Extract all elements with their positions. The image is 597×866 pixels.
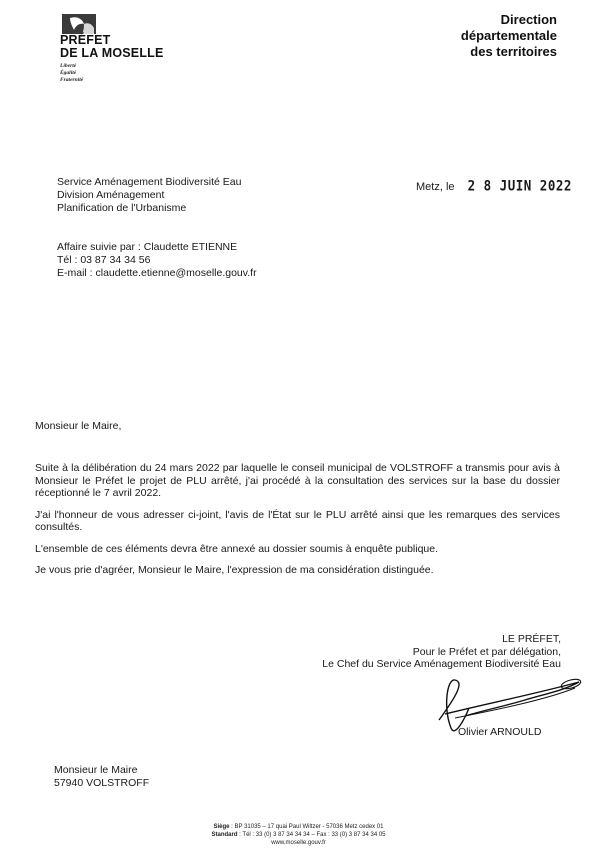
signature-line-1: LE PRÉFET, [502, 633, 561, 645]
paragraph-4: Je vous prie d'agréer, Monsieur le Maire, l'expression de ma considération distinguée. [35, 564, 434, 576]
motto-liberte: Liberté [60, 63, 77, 69]
footer-standard-label: Standard [211, 832, 238, 838]
recipient-address [54, 764, 149, 790]
motto-fraternite: Fraternité [60, 77, 84, 83]
contact-email: E-mail : claudette.etienne@moselle.gouv.fr [57, 267, 257, 279]
letter-date [416, 178, 572, 193]
page-footer [170, 823, 427, 847]
paragraph-1: Suite à la délibération du 24 mars 2022 par laquelle le conseil municipal de VOLSTROFF a transmis pour avis à Monsieur le Préfet le projet de PLU arrêté, j'ai procédé à la consultation des services sur la base du dossier réceptionné le 7 avril 2022. [35, 462, 560, 499]
date-place: Metz, le [416, 181, 455, 193]
signature-line-3: Le Chef du Service Aménagement Biodiversité Eau [322, 658, 561, 670]
signer-name: Olivier ARNOULD [458, 726, 542, 738]
motto-egalite: Égalité [60, 70, 77, 76]
footer-siege-text: : BP 31035 – 17 quai Paul Wiltzer - 57036 Metz cedex 01 [229, 824, 384, 830]
direction-header [461, 12, 557, 60]
contact-block [57, 241, 257, 280]
contact-affaire: Affaire suivie par : Claudette ETIENNE [57, 241, 238, 253]
footer-siege-label: Siège [213, 824, 230, 830]
direction-line-3: des territoires [470, 44, 557, 59]
sender-service [57, 176, 241, 215]
republic-motto [60, 63, 83, 84]
service-line-1: Service Aménagement Biodiversité Eau [57, 176, 242, 188]
paragraph-2: J'ai l'honneur de vous adresser ci-joint, l'avis de l'État sur le PLU arrêté ainsi que les remarques des services consultés. [35, 508, 560, 533]
footer-website: www.moselle.gouv.fr [271, 840, 326, 846]
paragraph-3: L'ensemble de ces éléments devra être annexé au dossier soumis à enquête publique. [35, 542, 439, 555]
footer-standard [170, 831, 427, 839]
prefet-title [60, 34, 164, 60]
recipient-line-1: Monsieur le Maire [54, 764, 138, 776]
footer-standard-text: : Tél : 33 (0) 3 87 34 34 34 – Fax : 33 (0) 3 87 34 34 05 [237, 832, 386, 838]
date-stamp: 2 8 JUIN 2022 [467, 176, 572, 195]
marianne-logo-icon [62, 14, 96, 34]
contact-phone: Tél : 03 87 34 34 56 [57, 254, 151, 266]
recipient-line-2: 57940 VOLSTROFF [54, 777, 150, 789]
direction-line-1: Direction [500, 12, 557, 27]
service-line-2: Division Aménagement [57, 189, 165, 201]
signature-line-2: Pour le Préfet et par délégation, [412, 645, 561, 658]
signature-block [322, 633, 561, 671]
footer-siege [170, 823, 427, 831]
service-line-3: Planification de l'Urbanisme [57, 202, 187, 214]
direction-line-2: départementale [460, 28, 557, 43]
prefet-line-1: PRÉFET [60, 33, 111, 47]
letter-body [35, 462, 560, 586]
salutation: Monsieur le Maire, [35, 420, 122, 432]
prefet-line-2: DE LA MOSELLE [60, 46, 164, 60]
